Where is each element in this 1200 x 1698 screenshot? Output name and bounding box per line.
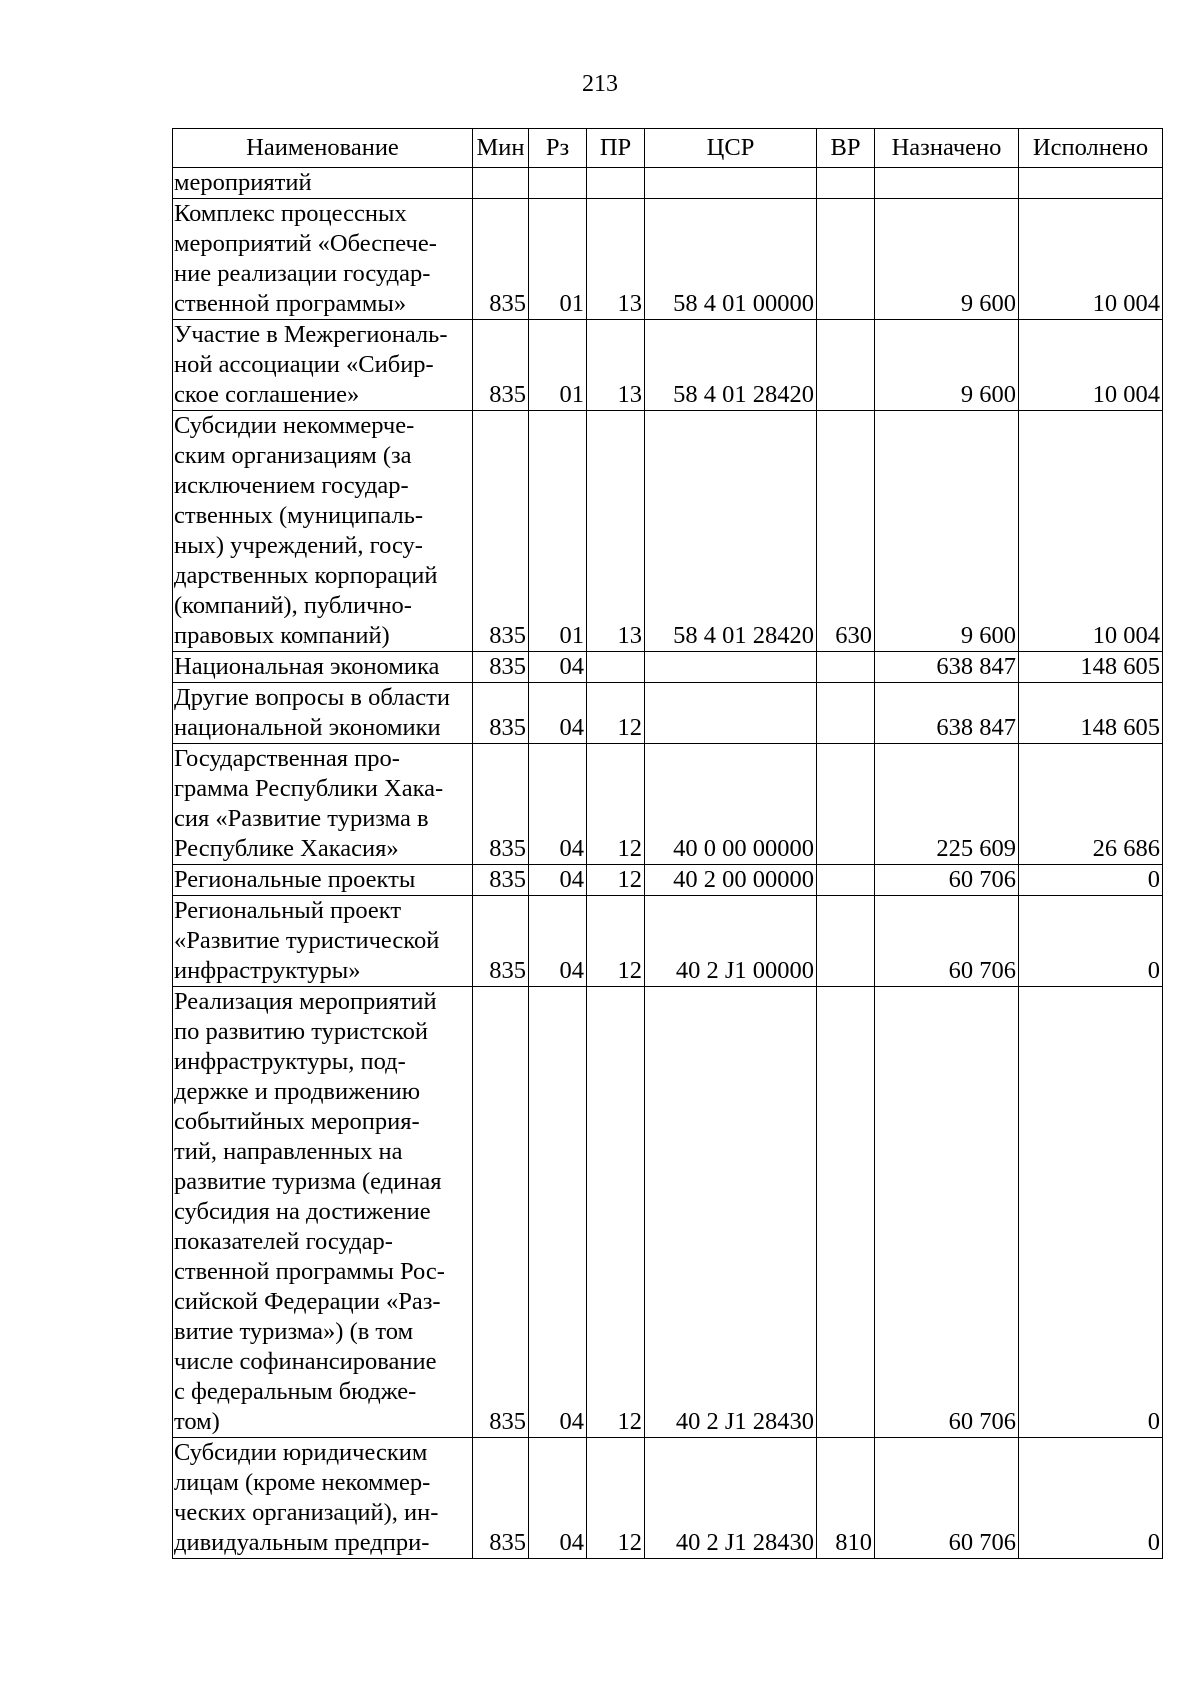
name-line: Комплекс процессных	[174, 200, 407, 227]
name-line: ское соглашение»	[174, 381, 360, 408]
name-line: национальной экономики	[174, 714, 441, 741]
header-pr: ПР	[587, 129, 645, 168]
cell-executed: 148 605	[1019, 683, 1163, 744]
name-line: сия «Развитие туризма в	[174, 805, 429, 832]
cell-min: 835	[473, 987, 529, 1438]
cell-executed: 0	[1019, 1438, 1163, 1559]
cell-executed: 148 605	[1019, 652, 1163, 683]
cell-vr	[817, 320, 875, 411]
name-line: ной ассоциации «Сибир-	[174, 351, 434, 378]
cell-rz: 04	[529, 744, 587, 865]
cell-pr	[587, 168, 645, 199]
cell-pr: 12	[587, 683, 645, 744]
name-line: Реализация мероприятий	[174, 988, 437, 1015]
cell-executed: 0	[1019, 896, 1163, 987]
cell-vr	[817, 744, 875, 865]
cell-min: 835	[473, 199, 529, 320]
cell-pr: 12	[587, 987, 645, 1438]
cell-vr	[817, 987, 875, 1438]
cell-pr: 13	[587, 199, 645, 320]
cell-assigned: 60 706	[875, 865, 1019, 896]
name-line: держке и продвижению	[174, 1078, 421, 1105]
name-line: ных) учреждений, госу-	[174, 532, 423, 559]
name-line: сийской Федерации «Раз-	[174, 1288, 441, 1315]
cell-executed	[1019, 168, 1163, 199]
cell-rz: 04	[529, 1438, 587, 1559]
name-line: ческих организаций), ин-	[174, 1499, 439, 1526]
cell-csr	[645, 168, 817, 199]
name-line: ственной программы»	[174, 290, 407, 317]
cell-rz: 04	[529, 865, 587, 896]
cell-assigned	[875, 168, 1019, 199]
name-line: ским организациям (за	[174, 442, 412, 469]
table-row	[173, 683, 1163, 744]
cell-rz: 01	[529, 320, 587, 411]
cell-csr	[645, 683, 817, 744]
name-line: Региональные проекты	[174, 866, 416, 893]
cell-min: 835	[473, 744, 529, 865]
name-line: тий, направленных на	[174, 1138, 403, 1165]
cell-assigned: 9 600	[875, 411, 1019, 652]
name-line: Региональный проект	[174, 897, 402, 924]
cell-min: 835	[473, 896, 529, 987]
cell-rz: 04	[529, 987, 587, 1438]
cell-name	[173, 411, 473, 652]
cell-pr: 12	[587, 1438, 645, 1559]
cell-assigned: 638 847	[875, 652, 1019, 683]
name-line: Национальная экономика	[174, 653, 440, 680]
name-line: ние реализации государ-	[174, 260, 431, 287]
cell-assigned: 9 600	[875, 320, 1019, 411]
name-line: субсидия на достижение	[174, 1198, 431, 1225]
header-rz: Рз	[529, 129, 587, 168]
cell-name	[173, 320, 473, 411]
header-min: Мин	[473, 129, 529, 168]
cell-name	[173, 744, 473, 865]
cell-pr: 12	[587, 896, 645, 987]
cell-csr	[645, 652, 817, 683]
cell-name	[173, 168, 473, 199]
name-line: числе софинансирование	[174, 1348, 437, 1375]
name-line: лицам (кроме некоммер-	[174, 1469, 431, 1496]
cell-csr: 58 4 01 28420	[645, 320, 817, 411]
cell-pr: 12	[587, 744, 645, 865]
name-line: ственных (муниципаль-	[174, 502, 424, 529]
cell-assigned: 60 706	[875, 987, 1019, 1438]
cell-csr: 40 2 J1 28430	[645, 1438, 817, 1559]
page-number: 213	[582, 71, 618, 97]
cell-vr	[817, 652, 875, 683]
cell-executed: 0	[1019, 987, 1163, 1438]
cell-executed: 10 004	[1019, 411, 1163, 652]
cell-vr	[817, 896, 875, 987]
cell-pr: 13	[587, 411, 645, 652]
cell-name	[173, 896, 473, 987]
table-row	[173, 411, 1163, 652]
cell-assigned: 225 609	[875, 744, 1019, 865]
cell-assigned: 60 706	[875, 1438, 1019, 1559]
cell-csr: 58 4 01 28420	[645, 411, 817, 652]
name-line: грамма Республики Хака-	[174, 775, 444, 802]
cell-pr	[587, 652, 645, 683]
cell-rz: 01	[529, 199, 587, 320]
table-body	[173, 168, 1163, 1559]
name-line: дивидуальным предпри-	[174, 1529, 430, 1556]
cell-rz: 04	[529, 896, 587, 987]
name-line: показателей государ-	[174, 1228, 393, 1255]
name-line: том)	[174, 1408, 220, 1435]
cell-csr: 40 0 00 00000	[645, 744, 817, 865]
table-row	[173, 744, 1163, 865]
name-line: с федеральным бюдже-	[174, 1378, 417, 1405]
name-line: мероприятий «Обеспече-	[174, 230, 437, 257]
table-row	[173, 896, 1163, 987]
name-line: событийных мероприя-	[174, 1108, 420, 1135]
name-line: дарственных корпораций	[174, 562, 438, 589]
cell-csr: 40 2 J1 00000	[645, 896, 817, 987]
table-row	[173, 1438, 1163, 1559]
name-line: развитие туризма (единая	[174, 1168, 442, 1195]
name-line: «Развитие туристической	[174, 927, 440, 954]
cell-csr: 40 2 J1 28430	[645, 987, 817, 1438]
cell-name	[173, 652, 473, 683]
cell-min: 835	[473, 320, 529, 411]
cell-assigned: 60 706	[875, 896, 1019, 987]
cell-min: 835	[473, 683, 529, 744]
header-vr: ВР	[817, 129, 875, 168]
budget-table	[172, 128, 1163, 1559]
cell-assigned: 9 600	[875, 199, 1019, 320]
cell-min: 835	[473, 1438, 529, 1559]
cell-executed: 0	[1019, 865, 1163, 896]
cell-name	[173, 199, 473, 320]
header-executed: Исполнено	[1019, 129, 1163, 168]
cell-min: 835	[473, 652, 529, 683]
cell-pr: 13	[587, 320, 645, 411]
table-row	[173, 865, 1163, 896]
cell-csr: 58 4 01 00000	[645, 199, 817, 320]
cell-name	[173, 865, 473, 896]
name-line: (компаний), публично-	[174, 592, 412, 619]
cell-vr: 810	[817, 1438, 875, 1559]
name-line: инфраструктуры»	[174, 957, 361, 984]
name-line: Субсидии юридическим	[174, 1439, 428, 1466]
cell-vr	[817, 168, 875, 199]
cell-vr	[817, 199, 875, 320]
cell-pr: 12	[587, 865, 645, 896]
table-row	[173, 320, 1163, 411]
header-row	[173, 129, 1163, 168]
cell-min	[473, 168, 529, 199]
name-line: Участие в Межрегиональ-	[174, 321, 448, 348]
header-assigned: Назначено	[875, 129, 1019, 168]
name-line: Государственная про-	[174, 745, 400, 772]
table-header	[173, 129, 1163, 168]
name-line: исключением государ-	[174, 472, 409, 499]
cell-executed: 10 004	[1019, 320, 1163, 411]
table-row	[173, 168, 1163, 199]
cell-executed: 26 686	[1019, 744, 1163, 865]
name-line: ственной программы Рос-	[174, 1258, 445, 1285]
name-line: инфраструктуры, под-	[174, 1048, 406, 1075]
name-line: витие туризма») (в том	[174, 1318, 414, 1345]
cell-vr: 630	[817, 411, 875, 652]
header-csr: ЦСР	[645, 129, 817, 168]
name-line: Субсидии некоммерче-	[174, 412, 415, 439]
name-line: Республике Хакасия»	[174, 835, 399, 862]
name-line: Другие вопросы в области	[174, 684, 450, 711]
cell-csr: 40 2 00 00000	[645, 865, 817, 896]
name-line: правовых компаний)	[174, 622, 390, 649]
cell-name	[173, 987, 473, 1438]
cell-min: 835	[473, 865, 529, 896]
cell-rz: 04	[529, 652, 587, 683]
cell-min: 835	[473, 411, 529, 652]
cell-vr	[817, 683, 875, 744]
header-name: Наименование	[173, 129, 473, 168]
table-row	[173, 199, 1163, 320]
cell-rz: 01	[529, 411, 587, 652]
name-line: мероприятий	[174, 169, 312, 196]
cell-vr	[817, 865, 875, 896]
name-line: по развитию туристской	[174, 1018, 428, 1045]
table-row	[173, 652, 1163, 683]
cell-name	[173, 683, 473, 744]
cell-rz: 04	[529, 683, 587, 744]
cell-rz	[529, 168, 587, 199]
cell-executed: 10 004	[1019, 199, 1163, 320]
table-row	[173, 987, 1163, 1438]
cell-assigned: 638 847	[875, 683, 1019, 744]
cell-name	[173, 1438, 473, 1559]
